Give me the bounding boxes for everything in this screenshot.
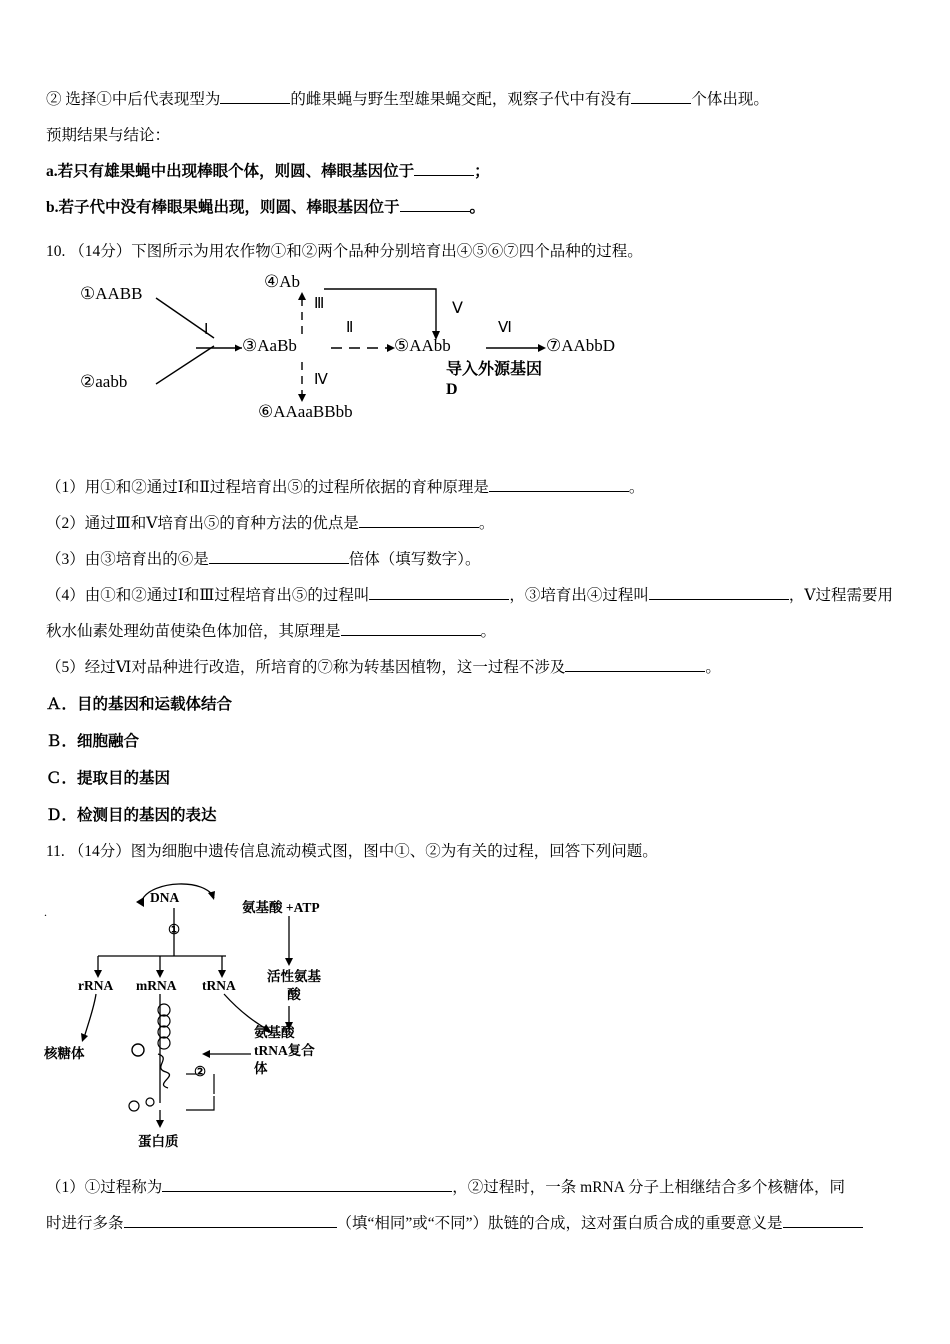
fill-blank[interactable] xyxy=(369,585,509,600)
edge-3-label: Ⅲ xyxy=(314,296,325,312)
edge-1-label: Ⅰ xyxy=(204,322,209,338)
fill-blank[interactable] xyxy=(162,1177,452,1192)
fill-blank[interactable] xyxy=(220,89,290,104)
text-b-end: 。 xyxy=(469,199,486,216)
q10-sub-4-mid: ，③培育出④过程叫 xyxy=(509,587,649,604)
q11-sub-1 xyxy=(46,1170,906,1206)
q10-sub-2-end: 。 xyxy=(478,515,495,532)
question-11-number: 11. xyxy=(46,843,65,860)
question-10-stem xyxy=(46,234,906,270)
fill-blank[interactable] xyxy=(489,477,629,492)
node-4-label: ④Ab xyxy=(264,272,301,291)
edge-5-label: Ⅴ xyxy=(452,300,463,317)
node-2-label: ②aabb xyxy=(80,372,128,391)
text-b: b.若子代中没有棒眼果蝇出现，则圆、棒眼基因位于 xyxy=(46,199,400,216)
page-content xyxy=(46,82,906,1242)
q10-sub-3-text: （3）由③培育出的⑥是 xyxy=(46,551,209,568)
para-text: 的雌果蝇与野生型雄果蝇交配，观察子代中有没有 xyxy=(290,91,632,108)
edge-6-label: Ⅵ xyxy=(498,320,512,336)
conclusion-a xyxy=(46,154,906,190)
q10-sub-2 xyxy=(46,506,906,542)
text-a-end: ； xyxy=(474,163,490,180)
q10-sub-5 xyxy=(46,650,906,686)
q10-sub-3 xyxy=(46,542,906,578)
question-11-text: 图为细胞中遗传信息流动模式图，图中①、②为有关的过程，回答下列问题。 xyxy=(130,843,658,860)
text-a: a.若只有雄果蝇中出现棒眼个体，则圆、棒眼基因位于 xyxy=(46,163,415,180)
q10-sub-5-end: 。 xyxy=(705,659,721,676)
node-6-label: ⑥AAaaBBbb xyxy=(258,402,353,421)
q10-sub-4-mid2: ，Ⅴ过程需要用 xyxy=(788,587,894,604)
process-2-label: ② xyxy=(194,1064,207,1079)
node-7-label: ⑦AAbbD xyxy=(546,336,616,355)
fill-blank[interactable] xyxy=(631,89,691,104)
mrna-label: mRNA xyxy=(136,978,177,993)
diagram2-lines xyxy=(46,878,466,1168)
q10-sub-1-end: 。 xyxy=(628,479,645,496)
fill-blank[interactable] xyxy=(649,585,789,600)
question-11-score: （14分） xyxy=(68,843,131,860)
question-10-score: （14分） xyxy=(69,243,132,260)
fill-blank[interactable] xyxy=(565,657,705,672)
option-b[interactable]: Ｂ．细胞融合 xyxy=(46,733,140,750)
question-11-stem xyxy=(46,834,906,870)
q10-sub-4-text: （4）由①和②通过Ⅰ和Ⅲ过程培育出⑤的过程叫 xyxy=(46,587,370,604)
q10-sub-4-cont xyxy=(46,614,906,650)
option-c[interactable]: Ｃ．提取目的基因 xyxy=(46,770,171,787)
conclusion-b xyxy=(46,190,906,226)
fill-blank[interactable] xyxy=(414,161,474,176)
node-3-label: ③AaBb xyxy=(242,336,297,355)
q10-sub-1 xyxy=(46,470,906,506)
q11-sub-1-end: （填“相同”或“不同”）肽链的合成，这对蛋白质合成的重要意义是 xyxy=(336,1215,783,1232)
q10-sub-4 xyxy=(46,578,906,614)
fill-blank[interactable] xyxy=(124,1213,337,1228)
dna-label: DNA xyxy=(150,890,180,905)
q10-sub-5-text: （5）经过Ⅵ对品种进行改造，所培育的⑦称为转基因植物，这一过程不涉及 xyxy=(46,659,566,676)
trna-label: tRNA xyxy=(202,978,236,993)
active-amino-acid-label: 活性氨基酸 xyxy=(267,969,321,1002)
q11-sub-1-text2: 时进行多条 xyxy=(46,1215,124,1232)
expected-result-label xyxy=(46,118,906,154)
breeding-process-diagram xyxy=(46,272,906,466)
aa-trna-complex-label: 氨基酸tRNA复合体 xyxy=(254,1025,315,1076)
para-text: 个体出现。 xyxy=(691,91,769,108)
option-a[interactable]: Ａ．目的基因和运载体结合 xyxy=(46,696,233,713)
q11-sub-1-mid: ，②过程时，一条 mRNA 分子上相继结合多个核糖体，同 xyxy=(452,1179,845,1196)
q10-sub-4-end: 。 xyxy=(480,623,497,640)
fill-blank[interactable] xyxy=(209,549,349,564)
q10-sub-4-text2: 秋水仙素处理幼苗使染色体加倍，其原理是 xyxy=(46,623,341,640)
amino-acid-atp-label: 氨基酸 +ATP xyxy=(242,900,320,915)
rrna-label: rRNA xyxy=(78,978,114,993)
ribosome-label: 核糖体 xyxy=(44,1046,85,1061)
protein-label: 蛋白质 xyxy=(138,1134,179,1149)
node-1-label: ①AABB xyxy=(80,284,143,303)
edge-4-label: Ⅳ xyxy=(314,372,328,388)
diagram-lines xyxy=(46,276,666,466)
fill-blank[interactable] xyxy=(359,513,479,528)
q11-sub-1-cont xyxy=(46,1206,906,1242)
q10-sub-1-text: （1）用①和②通过Ⅰ和Ⅱ过程培育出⑤的过程所依据的育种原理是 xyxy=(46,479,489,496)
q10-sub-3-end: 倍体（填写数字）。 xyxy=(348,551,481,568)
fill-blank[interactable] xyxy=(783,1213,863,1228)
fill-blank[interactable] xyxy=(341,621,481,636)
paragraph-line xyxy=(46,82,906,118)
figure-annotation: 导入外源基因D xyxy=(446,361,543,398)
para-text: ② 选择①中后代表现型为 xyxy=(46,91,221,108)
question-10-text: 下图所示为用农作物①和②两个品种分别培育出④⑤⑥⑦四个品种的过程。 xyxy=(131,243,643,260)
q11-sub-1-text: （1）①过程称为 xyxy=(46,1179,163,1196)
label-text: 预期结果与结论： xyxy=(46,127,171,144)
margin-dot: . xyxy=(44,905,47,919)
edge-2-label: Ⅱ xyxy=(346,320,354,336)
fill-blank[interactable] xyxy=(400,197,470,212)
genetic-information-flow-diagram xyxy=(46,878,906,1168)
question-10-number: 10. xyxy=(46,243,66,260)
q10-sub-2-text: （2）通过Ⅲ和Ⅴ培育出⑤的育种方法的优点是 xyxy=(46,515,359,532)
option-d[interactable]: Ｄ．检测目的基因的表达 xyxy=(46,807,217,824)
node-5-label: ⑤AAbb xyxy=(394,336,451,355)
process-1-label: ① xyxy=(168,922,181,937)
